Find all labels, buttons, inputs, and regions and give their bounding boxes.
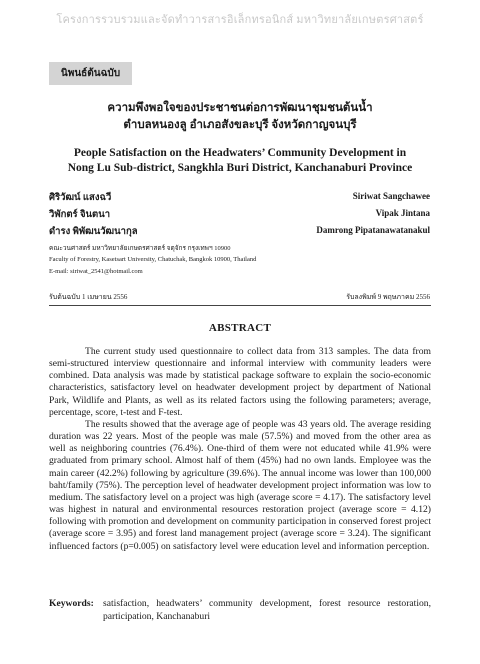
author-email: E-mail: siriwat_2541@hotmail.com — [49, 268, 143, 275]
received-date: รับต้นฉบับ 1 เมษายน 2556 — [49, 293, 128, 301]
header-divider — [49, 305, 431, 306]
author-thai-1: ศิริวัฒน์ แสงฉวี — [49, 193, 112, 203]
abstract-heading: ABSTRACT — [208, 322, 272, 334]
title-thai-line-1: ความพึงพอใจของประชาชนต่อการพัฒนาชุมชนต้นน้ำ — [107, 102, 373, 114]
title-english-line-1: People Satisfaction on the Headwaters’ Community Development in — [73, 147, 407, 159]
affiliation-english: Faculty of Forestry, Kasetsart University, Chatuchak, Bangkok 10900, Thailand — [49, 256, 257, 263]
keywords-label: Keywords: — [49, 598, 94, 609]
keywords-text: satisfaction, headwaters’ community development, forest resource restoration, participation, Kanchanaburi — [103, 598, 431, 622]
accepted-date: รับลงพิมพ์ 9 พฤษภาคม 2556 — [346, 293, 430, 301]
title-thai-line-2: ตำบลหนองลู อำเภอสังขละบุรี จังหวัดกาญจนบุรี — [123, 119, 357, 131]
author-english-1: Siriwat Sangchawee — [352, 191, 430, 201]
abstract-paragraph-2: The results showed that the average age of people was 43 years old. The average residing duration was 22 years. Most of the people was male (57.5%) and moved from the other area as well as neighboring countries (76.4%). One-third of them were not educated while 41.9% were graduated from primary school. Almost half of them (45%) had no own lands. Employee was the main career (42.2%) following by agriculture (39.6%). The annual income was lower than 100,000 baht/family (75%). The perception level of headwater development project information was low to medium. The satisfactory level on a project was high (average score = 4.17). The satisfactory level was highest in natural and environmental resources restoration project (average score = 4.12) following with promotion and development on community participation in conserved forest project (average score = 3.95) and forest land management project (average score = 3.24). The significant influenced factors (p=0.005) on satisfactory level were education level and information perception. — [49, 419, 431, 552]
author-english-3: Damrong Pipatanawatanakul — [316, 225, 430, 235]
author-thai-2: วิพักตร์ จินตนา — [49, 210, 111, 220]
journal-watermark: โครงการรวบรวมและจัดทำวารสารอิเล็กทรอนิกส์ มหาวิทยาลัยเกษตรศาสตร์ — [56, 14, 424, 26]
article-type-tag: นิพนธ์ต้นฉบับ — [49, 62, 132, 85]
author-thai-3: ดำรง พิพัฒนวัฒนากุล — [49, 227, 138, 237]
affiliation-thai: คณะวนศาสตร์ มหาวิทยาลัยเกษตรศาสตร์ จตุจักร กรุงเทพฯ 10900 — [49, 245, 231, 252]
author-english-2: Vipak Jintana — [375, 208, 430, 218]
abstract-paragraph-1: The current study used questionnaire to collect data from 313 samples. The data from semi-structured interview questionnaire and informal interview with community leaders were combined. Data analysis was made by statistical package software to explain the socio-economic characteristics, satisfactory level on headwater development project by department of National Park, Wildlife and Plants, as well as its related factors using the following parameters; average, percentage, score, t-test and F-test. — [49, 346, 431, 418]
title-english-line-2: Nong Lu Sub-district, Sangkhla Buri District, Kanchanaburi Province — [67, 162, 413, 174]
